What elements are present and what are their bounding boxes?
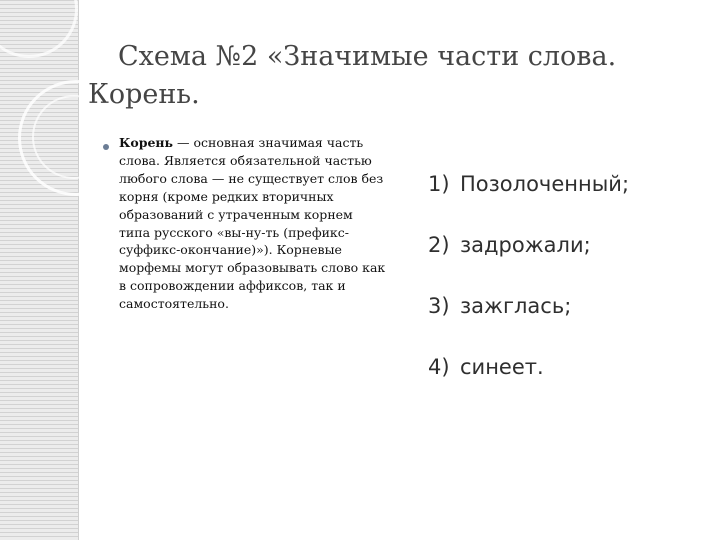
example-number: 1)	[428, 172, 450, 196]
example-number: 3)	[428, 294, 450, 318]
example-word: зажглась;	[460, 294, 572, 318]
slide-title-line-2: Корень.	[88, 79, 200, 110]
list-item	[428, 172, 678, 203]
slide-title	[88, 38, 688, 114]
decorative-circle	[0, 0, 78, 58]
bullet-paragraph	[119, 134, 387, 313]
bullet-definition: — основная значимая часть слова. Является обязательной частью любого слова — не существует слов без корня (кроме редких вторичных образований с утраченным корнем типа русского «вы-ну-ть (префикс-суффикс-окончание)»). Корневые морфемы могут образовывать слово как в сопровождении аффиксов, так и самостоятельно.	[119, 135, 386, 312]
list-item	[428, 355, 678, 386]
list-item	[428, 294, 678, 325]
example-word: синеет.	[460, 355, 544, 379]
example-number: 2)	[428, 233, 450, 257]
slide-title-line-1: Схема №2 «Значимые части слова.	[118, 41, 617, 72]
decorative-side-strip	[0, 0, 79, 540]
example-word: Позолоченный;	[460, 172, 630, 196]
example-word: задрожали;	[460, 233, 591, 257]
example-word-list	[428, 172, 678, 416]
example-number: 4)	[428, 355, 450, 379]
list-item	[428, 233, 678, 264]
bullet-term: Корень	[119, 135, 174, 150]
bullet-icon	[103, 144, 109, 150]
